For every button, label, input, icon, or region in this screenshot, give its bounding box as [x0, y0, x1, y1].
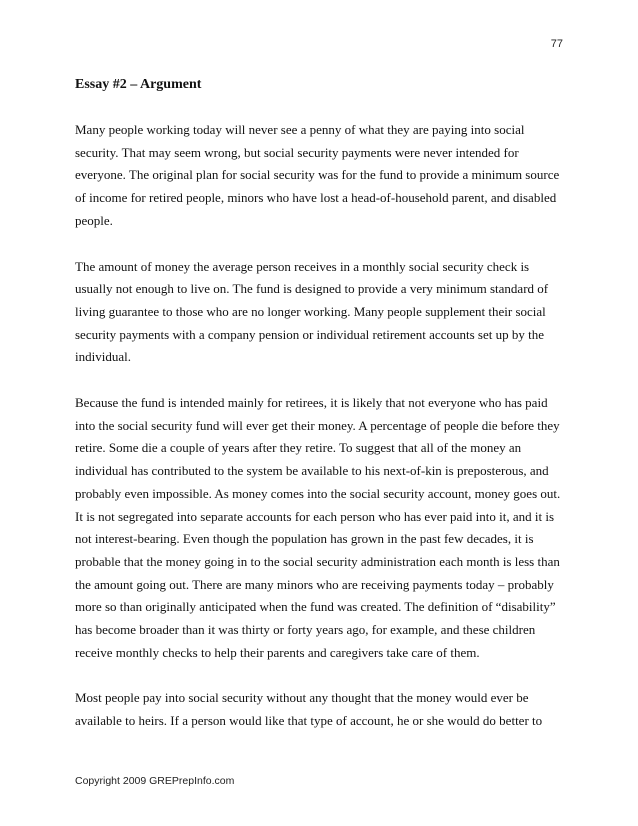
essay-title: Essay #2 – Argument	[75, 77, 202, 92]
paragraph-4: Most people pay into social security without any thought that the money would ever be available to heirs. If a person would like that type of account, he or she would do better to	[75, 690, 543, 729]
document-body	[75, 74, 565, 756]
paragraph-2: The amount of money the average person receives in a monthly social security check is usually not enough to live on. The fund is designed to provide a very minimum standard of living guarantee to those who are no longer working. Many people supplement their social security payments with a company pension or individual retirement accounts set up by the individual.	[75, 258, 549, 365]
paragraph-1: Many people working today will never see a penny of what they are paying into social security. That may seem wrong, but social security payments were never intended for everyone. The original plan for social security was for the fund to provide a minimum source of income for retired people, minors who have lost a head-of-household parent, and disabled people.	[75, 122, 560, 228]
page-number: 77	[550, 38, 563, 50]
copyright-footer: Copyright 2009 GREPrepInfo.com	[75, 775, 235, 787]
paragraph-3: Because the fund is intended mainly for retirees, it is likely that not everyone who has paid into the social security fund will ever get their money. A percentage of people die before they retire. Some die a couple of years after they retire. To suggest that all of the money an individual has contributed to the system be available to his next-of-kin is preposterous, and probably even impossible. As money comes into the social security account, money goes out. It is not segregated into separate accounts for each person who has ever paid into it, and it is not interest-bearing. Even though the population has grown in the past few decades, it is probable that the money going in to the social security administration each month is less than the amount going out. There are many minors who are receiving payments today – probably more so than originally anticipated when the fund was created. The definition of “disability” has become broader than it was thirty or forty years ago, for example, and these children receive monthly checks to help their parents and caregivers take care of them.	[75, 395, 561, 660]
